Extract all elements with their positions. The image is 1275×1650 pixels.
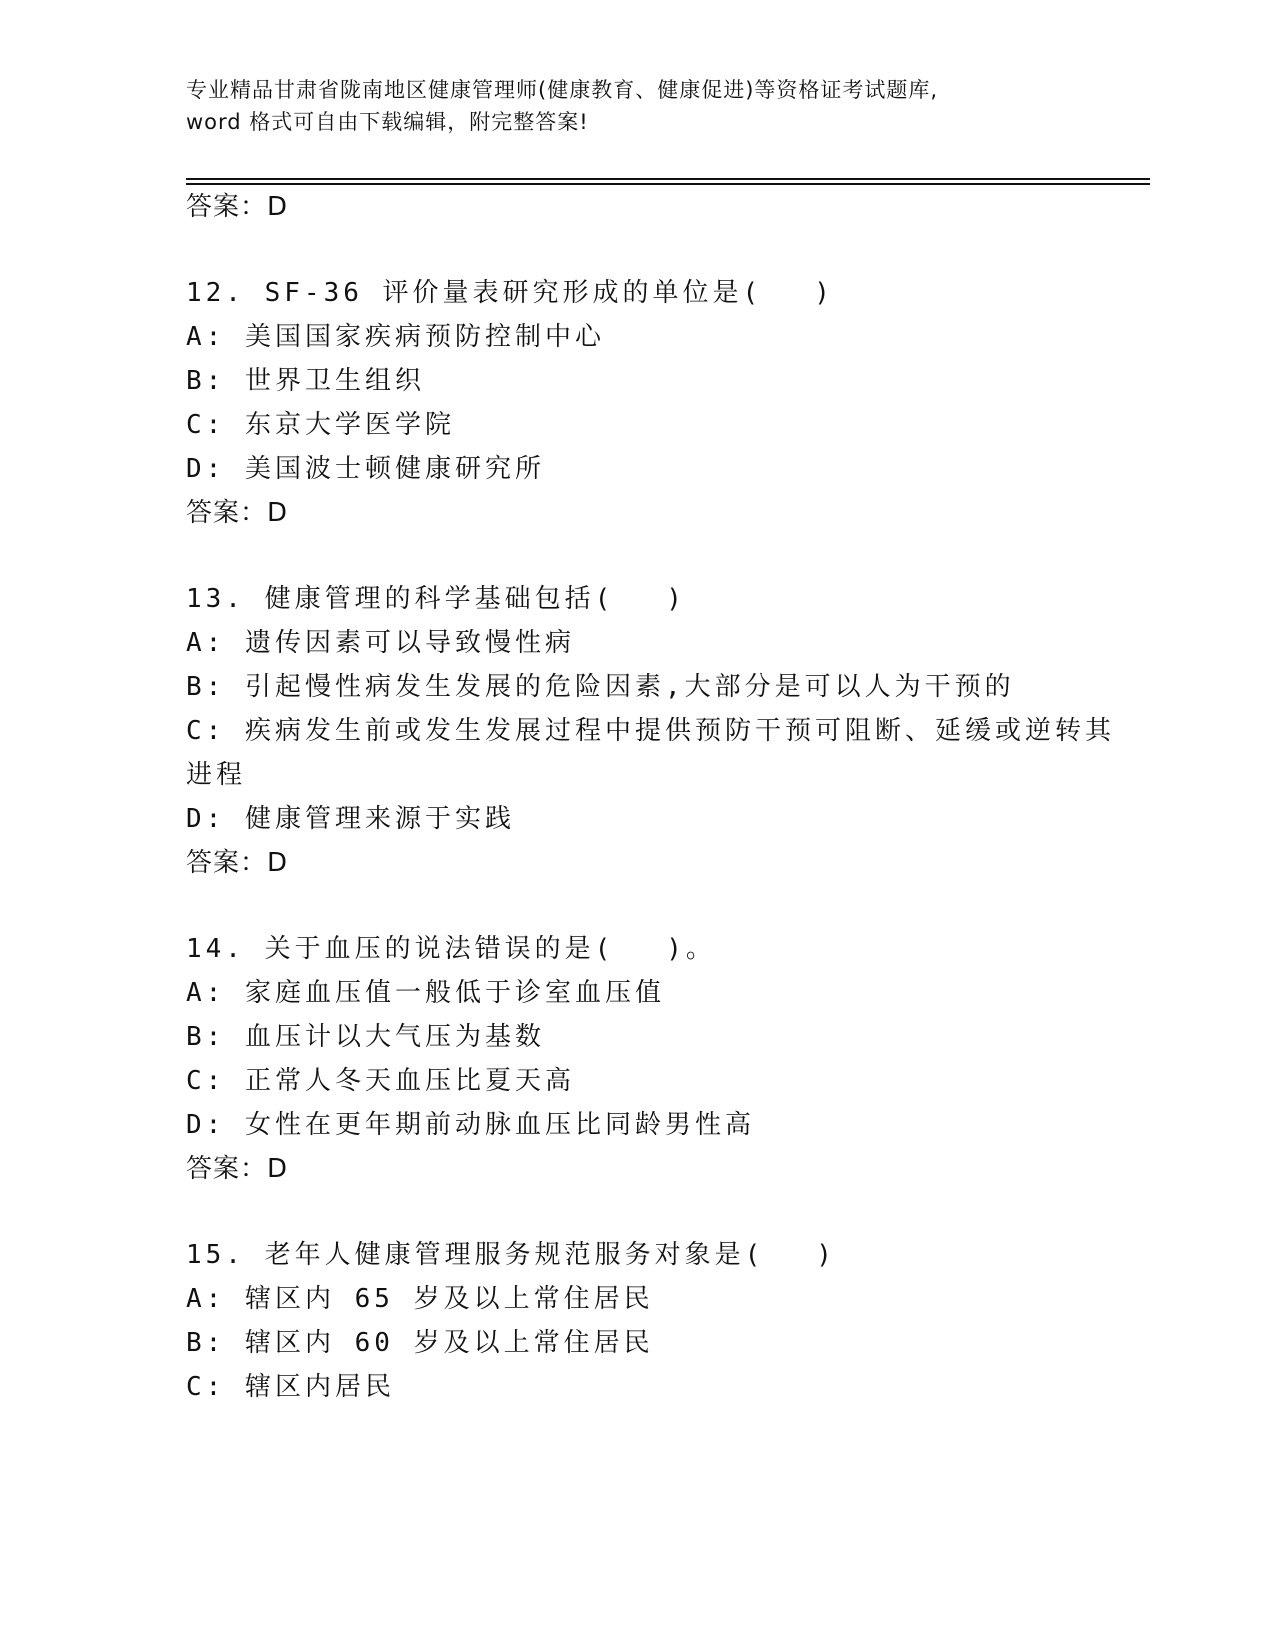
- question-14-stem: [186, 932, 716, 966]
- question-13-stem: [186, 582, 686, 616]
- header-title-line-2: word 格式可自由下载编辑，附完整答案!: [186, 110, 589, 134]
- question-14-stem-text: 14. 关于血压的说法错误的是(: [186, 934, 615, 964]
- question-13-answer: 答案：D: [186, 848, 289, 878]
- question-12-answer: 答案：D: [186, 498, 289, 528]
- question-12-stem-text: 12. SF-36 评价量表研究形成的单位是(: [186, 278, 763, 308]
- question-15-option-b: B: 辖区内 60 岁及以上常住居民: [186, 1328, 654, 1358]
- question-12-option-d: D: 美国波士顿健康研究所: [186, 454, 545, 484]
- header-title-line-1: 专业精品甘肃省陇南地区健康管理师(健康教育、健康促进)等资格证考试题库,: [186, 78, 939, 102]
- question-14-stem-close: )。: [666, 934, 716, 964]
- question-15-option-a: A: 辖区内 65 岁及以上常住居民: [186, 1284, 654, 1314]
- header-divider-top: [186, 178, 1150, 180]
- previous-answer: 答案：D: [186, 192, 289, 222]
- question-15-stem: [186, 1238, 836, 1272]
- question-12-option-c: C: 东京大学医学院: [186, 410, 455, 440]
- question-12-stem: [186, 276, 834, 310]
- question-13-stem-text: 13. 健康管理的科学基础包括(: [186, 584, 615, 614]
- question-14-option-b: B: 血压计以大气压为基数: [186, 1022, 545, 1052]
- question-15-stem-text: 15. 老年人健康管理服务规范服务对象是(: [186, 1240, 765, 1270]
- question-13-option-b: B: 引起慢性病发生发展的危险因素,大部分是可以人为干预的: [186, 672, 1015, 702]
- question-13-stem-close: ): [666, 584, 686, 614]
- question-14-answer: 答案：D: [186, 1154, 289, 1184]
- document-header: [186, 74, 1086, 138]
- question-14-option-a: A: 家庭血压值一般低于诊室血压值: [186, 978, 665, 1008]
- question-14-option-c: C: 正常人冬天血压比夏天高: [186, 1066, 575, 1096]
- question-12-stem-close: ): [814, 278, 834, 308]
- question-12-option-b: B: 世界卫生组织: [186, 366, 425, 396]
- question-15-option-c: C: 辖区内居民: [186, 1372, 395, 1402]
- question-12-option-a: A: 美国国家疾病预防控制中心: [186, 322, 605, 352]
- question-13-option-c-line-1: C: 疾病发生前或发生发展过程中提供预防干预可阻断、延缓或逆转其: [186, 716, 1115, 746]
- question-13-option-d: D: 健康管理来源于实践: [186, 804, 515, 834]
- header-divider-bottom: [186, 183, 1150, 185]
- question-15-stem-close: ): [816, 1240, 836, 1270]
- question-13-option-a: A: 遗传因素可以导致慢性病: [186, 628, 575, 658]
- question-14-option-d: D: 女性在更年期前动脉血压比同龄男性高: [186, 1110, 755, 1140]
- question-13-option-c-line-2: 进程: [186, 760, 247, 790]
